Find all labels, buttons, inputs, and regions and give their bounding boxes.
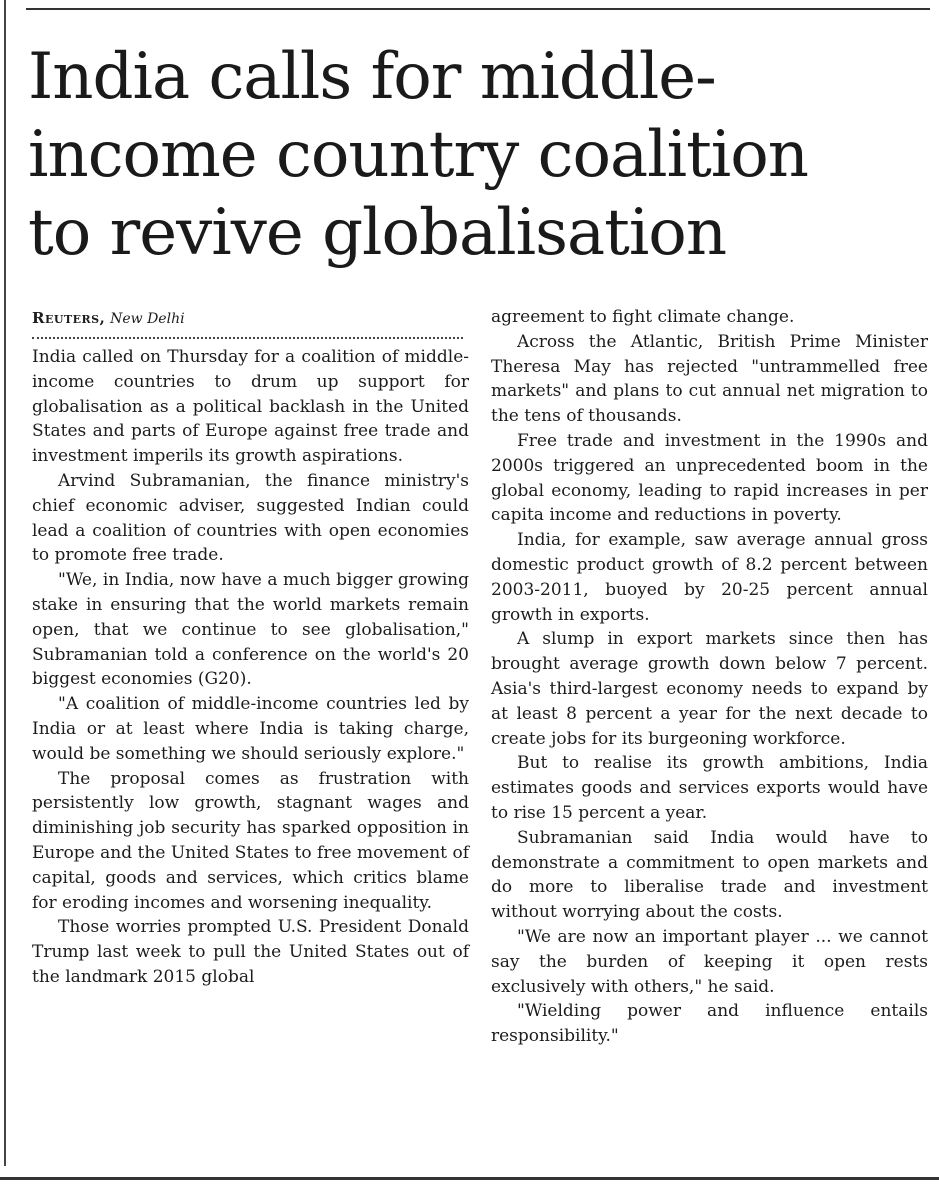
paragraph: Subramanian said India would have to demonstrate a commitment to open markets and do more to liberalise trade and investment without worrying about the costs.	[491, 827, 928, 923]
left-border-rule	[4, 0, 6, 1166]
paragraph: "Wielding power and influence entails responsibility."	[491, 1001, 928, 1047]
left-column	[32, 305, 469, 990]
paragraph: "We, in India, now have a much bigger growing stake in ensuring that the world markets remain open, that we continue to see globalisation," Subramanian told a conference on the world's 20 biggest economies (G20).	[32, 570, 469, 690]
paragraph: India called on Thursday for a coalition of middle-income countries to drum up support for globalisation as a political backlash in the United States and parts of Europe against free trade and investment imperils its growth aspirations.	[32, 347, 469, 467]
paragraph: Free trade and investment in the 1990s and 2000s triggered an unprecedented boom in the global economy, leading to rapid increases in per capita income and reductions in poverty.	[491, 430, 928, 526]
byline-place: New Delhi	[110, 311, 185, 327]
paragraph: The proposal comes as frustration with persistently low growth, stagnant wages and diminishing job security has sparked opposition in Europe and the United States to free movement of capital, goods and services, which critics blame for eroding incomes and worsening inequality.	[32, 768, 469, 913]
paragraph: agreement to fight climate change.	[491, 307, 795, 327]
bottom-border-rule	[0, 1177, 939, 1180]
paragraph: Those worries prompted U.S. President Donald Trump last week to pull the United States out of the landmark 2015 global	[32, 917, 469, 987]
headline	[28, 38, 928, 272]
dotted-divider	[32, 337, 463, 339]
headline-line: income country coalition	[28, 118, 808, 192]
byline	[32, 305, 469, 331]
byline-agency: Reuters,	[32, 309, 106, 327]
paragraph: A slump in export markets since then has brought average growth down below 7 percent. Asia's third-largest economy needs to expand by at least 8 percent a year for the next decade to create jobs for its burgeoning workforce.	[491, 629, 928, 749]
paragraph: "We are now an important player ... we cannot say the burden of keeping it open rests exclusively with others," he said.	[491, 926, 928, 997]
paragraph: Arvind Subramanian, the finance ministry's chief economic adviser, suggested Indian could lead a coalition of countries with open economies to promote free trade.	[32, 470, 469, 566]
paragraph: India, for example, saw average annual gross domestic product growth of 8.2 percent between 2003-2011, buoyed by 20-25 percent annual growth in exports.	[491, 530, 928, 625]
paragraph: Across the Atlantic, British Prime Minister Theresa May has rejected "untrammelled free markets" and plans to cut annual net migration to the tens of thousands.	[491, 331, 928, 427]
headline-line: to revive globalisation	[28, 196, 727, 270]
paragraph: "A coalition of middle-income countries led by India or at least where India is taking charge, would be something we should seriously explore."	[32, 694, 469, 764]
top-border-rule	[26, 8, 930, 10]
right-column	[491, 305, 928, 1049]
paragraph: But to realise its growth ambitions, India estimates goods and services exports would have to rise 15 percent a year.	[491, 753, 928, 823]
headline-line: India calls for middle-	[28, 40, 716, 114]
